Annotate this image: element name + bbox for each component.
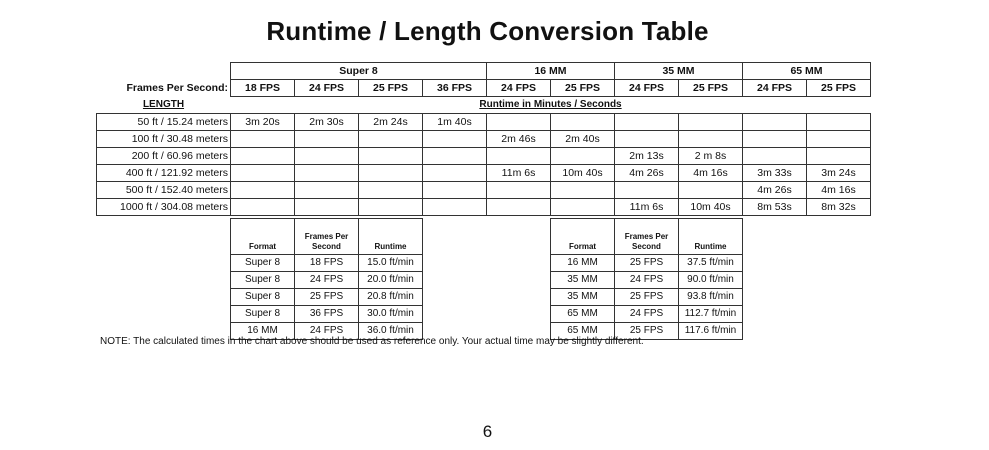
runtime-cell: [295, 131, 359, 148]
fps-col-header: [295, 219, 359, 255]
runtime-cell: 4m 26s: [615, 165, 679, 182]
rate-format-cell: 16 MM: [551, 255, 615, 272]
rate-header-row: [551, 219, 743, 255]
runtime-cell: [487, 182, 551, 199]
table-row: [97, 131, 871, 148]
runtime-cell: [743, 131, 807, 148]
rate-format-cell: 35 MM: [551, 272, 615, 289]
rate-fps-cell: 24 FPS: [295, 272, 359, 289]
rate-format-cell: Super 8: [231, 306, 295, 323]
rate-fps-cell: 18 FPS: [295, 255, 359, 272]
rate-runtime-cell: 117.6 ft/min: [679, 323, 743, 340]
rate-format-cell: Super 8: [231, 289, 295, 306]
runtime-cell: [807, 114, 871, 131]
runtime-cell: [487, 114, 551, 131]
runtime-cell: [807, 131, 871, 148]
rate-runtime-cell: 30.0 ft/min: [359, 306, 423, 323]
rate-row: [231, 306, 423, 323]
format-header: 35 MM: [615, 63, 743, 80]
runtime-cell: [231, 148, 295, 165]
rate-fps-cell: 36 FPS: [295, 306, 359, 323]
table-row: [97, 182, 871, 199]
rate-runtime-cell: 15.0 ft/min: [359, 255, 423, 272]
format-header-row: [97, 63, 871, 80]
fps-row-label: Frames Per Second:: [126, 82, 228, 94]
rate-header-row: [231, 219, 423, 255]
runtime-cell: 2m 30s: [295, 114, 359, 131]
page-title: Runtime / Length Conversion Table: [266, 16, 709, 46]
rate-row: [231, 255, 423, 272]
runtime-cell: [295, 165, 359, 182]
length-cell: 50 ft / 15.24 meters: [97, 114, 231, 131]
table-row: [97, 165, 871, 182]
format-col-header: Format: [551, 219, 615, 255]
runtime-cell: 8m 32s: [807, 199, 871, 216]
rate-runtime-cell: 20.8 ft/min: [359, 289, 423, 306]
runtime-cell: [487, 148, 551, 165]
rate-table-left: [230, 218, 423, 340]
runtime-cell: 2m 13s: [615, 148, 679, 165]
fps-header: 25 FPS: [679, 80, 743, 97]
runtime-cell: 1m 40s: [423, 114, 487, 131]
fps-header: 25 FPS: [359, 80, 423, 97]
runtime-cell: [615, 131, 679, 148]
runtime-cell: [743, 148, 807, 165]
rate-row: [551, 255, 743, 272]
runtime-cell: [615, 114, 679, 131]
runtime-cell: 4m 26s: [743, 182, 807, 199]
runtime-cell: 10m 40s: [679, 199, 743, 216]
runtime-cell: [551, 199, 615, 216]
rate-row: [551, 289, 743, 306]
length-cell: 1000 ft / 304.08 meters: [97, 199, 231, 216]
fps-col-header-line1: Frames Per: [304, 232, 349, 241]
rate-fps-cell: 25 FPS: [615, 255, 679, 272]
runtime-cell: [359, 131, 423, 148]
runtime-cell: 10m 40s: [551, 165, 615, 182]
runtime-cell: [423, 148, 487, 165]
runtime-cell: [743, 114, 807, 131]
rate-fps-cell: 24 FPS: [615, 306, 679, 323]
rate-format-cell: 16 MM: [231, 323, 295, 340]
rate-fps-cell: 25 FPS: [615, 323, 679, 340]
runtime-cell: [231, 199, 295, 216]
runtime-cell: [295, 182, 359, 199]
runtime-cell: 2m 24s: [359, 114, 423, 131]
runtime-cell: 3m 33s: [743, 165, 807, 182]
runtime-cell: [679, 182, 743, 199]
format-header: 16 MM: [487, 63, 615, 80]
runtime-cell: [679, 131, 743, 148]
runtime-cell: [551, 148, 615, 165]
rate-runtime-cell: 37.5 ft/min: [679, 255, 743, 272]
rate-runtime-cell: 90.0 ft/min: [679, 272, 743, 289]
runtime-header: Runtime in Minutes / Seconds: [479, 99, 622, 110]
fps-col-header-line1: Frames Per: [624, 232, 669, 241]
runtime-cell: [231, 165, 295, 182]
rate-format-cell: Super 8: [231, 255, 295, 272]
fps-header: 18 FPS: [231, 80, 295, 97]
rate-format-cell: 65 MM: [551, 323, 615, 340]
rate-runtime-cell: 20.0 ft/min: [359, 272, 423, 289]
rate-table-right: [550, 218, 743, 340]
runtime-cell: 4m 16s: [807, 182, 871, 199]
runtime-cell: 11m 6s: [487, 165, 551, 182]
fps-header: 24 FPS: [743, 80, 807, 97]
runtime-cell: [807, 148, 871, 165]
fps-header: 24 FPS: [615, 80, 679, 97]
rate-runtime-cell: 112.7 ft/min: [679, 306, 743, 323]
format-header: Super 8: [231, 63, 487, 80]
runtime-cell: [423, 199, 487, 216]
fps-header: 24 FPS: [295, 80, 359, 97]
runtime-cell: 2m 40s: [551, 131, 615, 148]
rate-fps-cell: 24 FPS: [615, 272, 679, 289]
length-cell: 100 ft / 30.48 meters: [97, 131, 231, 148]
fps-col-header: [615, 219, 679, 255]
length-cell: 500 ft / 152.40 meters: [97, 182, 231, 199]
runtime-cell: 11m 6s: [615, 199, 679, 216]
runtime-cell: [295, 199, 359, 216]
runtime-cell: [679, 114, 743, 131]
length-cell: 200 ft / 60.96 meters: [97, 148, 231, 165]
blank-corner: [97, 63, 231, 80]
reference-note: NOTE: The calculated times in the chart above should be used as reference only. Your actual time may be slightly different.: [100, 336, 644, 347]
rate-row: [231, 272, 423, 289]
runtime-cell: 3m 24s: [807, 165, 871, 182]
rate-fps-cell: 24 FPS: [295, 323, 359, 340]
runtime-col-header: Runtime: [679, 219, 743, 255]
table-row: [97, 148, 871, 165]
runtime-cell: [487, 199, 551, 216]
rate-row: [231, 289, 423, 306]
rate-runtime-cell: 36.0 ft/min: [359, 323, 423, 340]
rate-row: [551, 272, 743, 289]
table-row: [97, 114, 871, 131]
runtime-cell: [615, 182, 679, 199]
length-cell: 400 ft / 121.92 meters: [97, 165, 231, 182]
rate-format-cell: Super 8: [231, 272, 295, 289]
runtime-col-header: Runtime: [359, 219, 423, 255]
runtime-cell: [423, 131, 487, 148]
runtime-cell: [359, 199, 423, 216]
runtime-cell: [359, 182, 423, 199]
runtime-cell: [551, 182, 615, 199]
rate-fps-cell: 25 FPS: [615, 289, 679, 306]
fps-col-header-line2: Second: [632, 242, 661, 251]
fps-header: 25 FPS: [807, 80, 871, 97]
fps-col-header-line2: Second: [312, 242, 341, 251]
length-header: LENGTH: [142, 98, 185, 110]
rate-runtime-cell: 93.8 ft/min: [679, 289, 743, 306]
format-col-header: Format: [231, 219, 295, 255]
fps-header: 24 FPS: [487, 80, 551, 97]
runtime-cell: [359, 148, 423, 165]
runtime-cell: [423, 165, 487, 182]
format-header: 65 MM: [743, 63, 871, 80]
runtime-cell: [551, 114, 615, 131]
runtime-cell: 3m 20s: [231, 114, 295, 131]
runtime-cell: 2m 46s: [487, 131, 551, 148]
rate-format-cell: 65 MM: [551, 306, 615, 323]
runtime-cell: [295, 148, 359, 165]
table-row: [97, 199, 871, 216]
runtime-cell: 8m 53s: [743, 199, 807, 216]
fps-header-row: [97, 80, 871, 97]
fps-header: 36 FPS: [423, 80, 487, 97]
runtime-cell: 4m 16s: [679, 165, 743, 182]
runtime-cell: [359, 165, 423, 182]
rate-fps-cell: 25 FPS: [295, 289, 359, 306]
rate-format-cell: 35 MM: [551, 289, 615, 306]
runtime-cell: [231, 131, 295, 148]
conversion-table: [96, 62, 871, 216]
subheader-row: [97, 97, 871, 114]
runtime-cell: [231, 182, 295, 199]
runtime-cell: 2 m 8s: [679, 148, 743, 165]
rate-row: [551, 306, 743, 323]
fps-header: 25 FPS: [551, 80, 615, 97]
runtime-cell: [423, 182, 487, 199]
page-number: 6: [482, 422, 493, 441]
